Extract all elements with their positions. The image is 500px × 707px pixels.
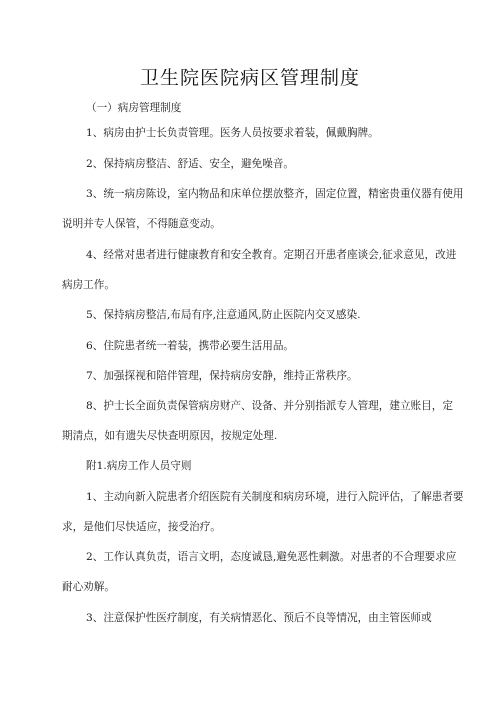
rule-item-4-line-1: 4、经常对患者进行健康教育和安全教育。定期召开患者座谈会,征求意见，改进: [86, 249, 457, 261]
section-heading: （一）病房管理制度: [86, 102, 182, 114]
rule-item-6: 6、住院患者统一着装，携带必要生活用品。: [86, 340, 295, 352]
document-title: 卫生院医院病区管理制度: [139, 67, 360, 89]
appendix-item-1-line-2: 求，是他们尽快适应，接受治疗。: [62, 521, 221, 533]
rule-item-8-line-1: 8、护士长全面负责保管病房财产、设备、并分别指派专人管理，建立账目，定: [86, 400, 453, 412]
appendix-item-2-line-1: 2、工作认真负责，语言文明，态度诚恳,避免恶性刺激。对患者的不合理要求应: [86, 551, 457, 563]
appendix-item-2-line-2: 耐心劝解。: [62, 581, 115, 593]
rule-item-8-line-2: 期清点，如有遗失尽快查明原因，按规定处理.: [62, 430, 278, 442]
rule-item-3-line-2: 说明并专人保管，不得随意变动。: [62, 218, 221, 230]
appendix-heading: 附1.病房工作人员守则: [86, 460, 192, 472]
rule-item-7: 7、加强探视和陪伴管理，保持病房安静，维持正常秩序。: [86, 370, 358, 382]
appendix-item-1-line-1: 1、主动向新入院患者介绍医院有关制度和病房环境，进行入院评估，了解患者要: [86, 491, 464, 503]
rule-item-4-line-2: 病房工作。: [62, 279, 115, 291]
rule-item-2: 2、保持病房整洁、舒适、安全，避免噪音。: [86, 158, 295, 170]
rule-item-1: 1、病房由护士长负责管理。医务人员按要求着装，佩戴胸牌。: [86, 127, 379, 139]
rule-item-5: 5、保持病房整洁,布局有序,注意通风,防止医院内交叉感染.: [86, 309, 361, 321]
appendix-item-3-line-1: 3、注意保护性医疗制度，有关病情恶化、预后不良等情况，由主管医师或: [86, 612, 432, 624]
rule-item-3-line-1: 3、统一病房陈设，室内物品和床单位摆放整齐，固定位置，精密贵重仪器有使用: [86, 188, 464, 200]
